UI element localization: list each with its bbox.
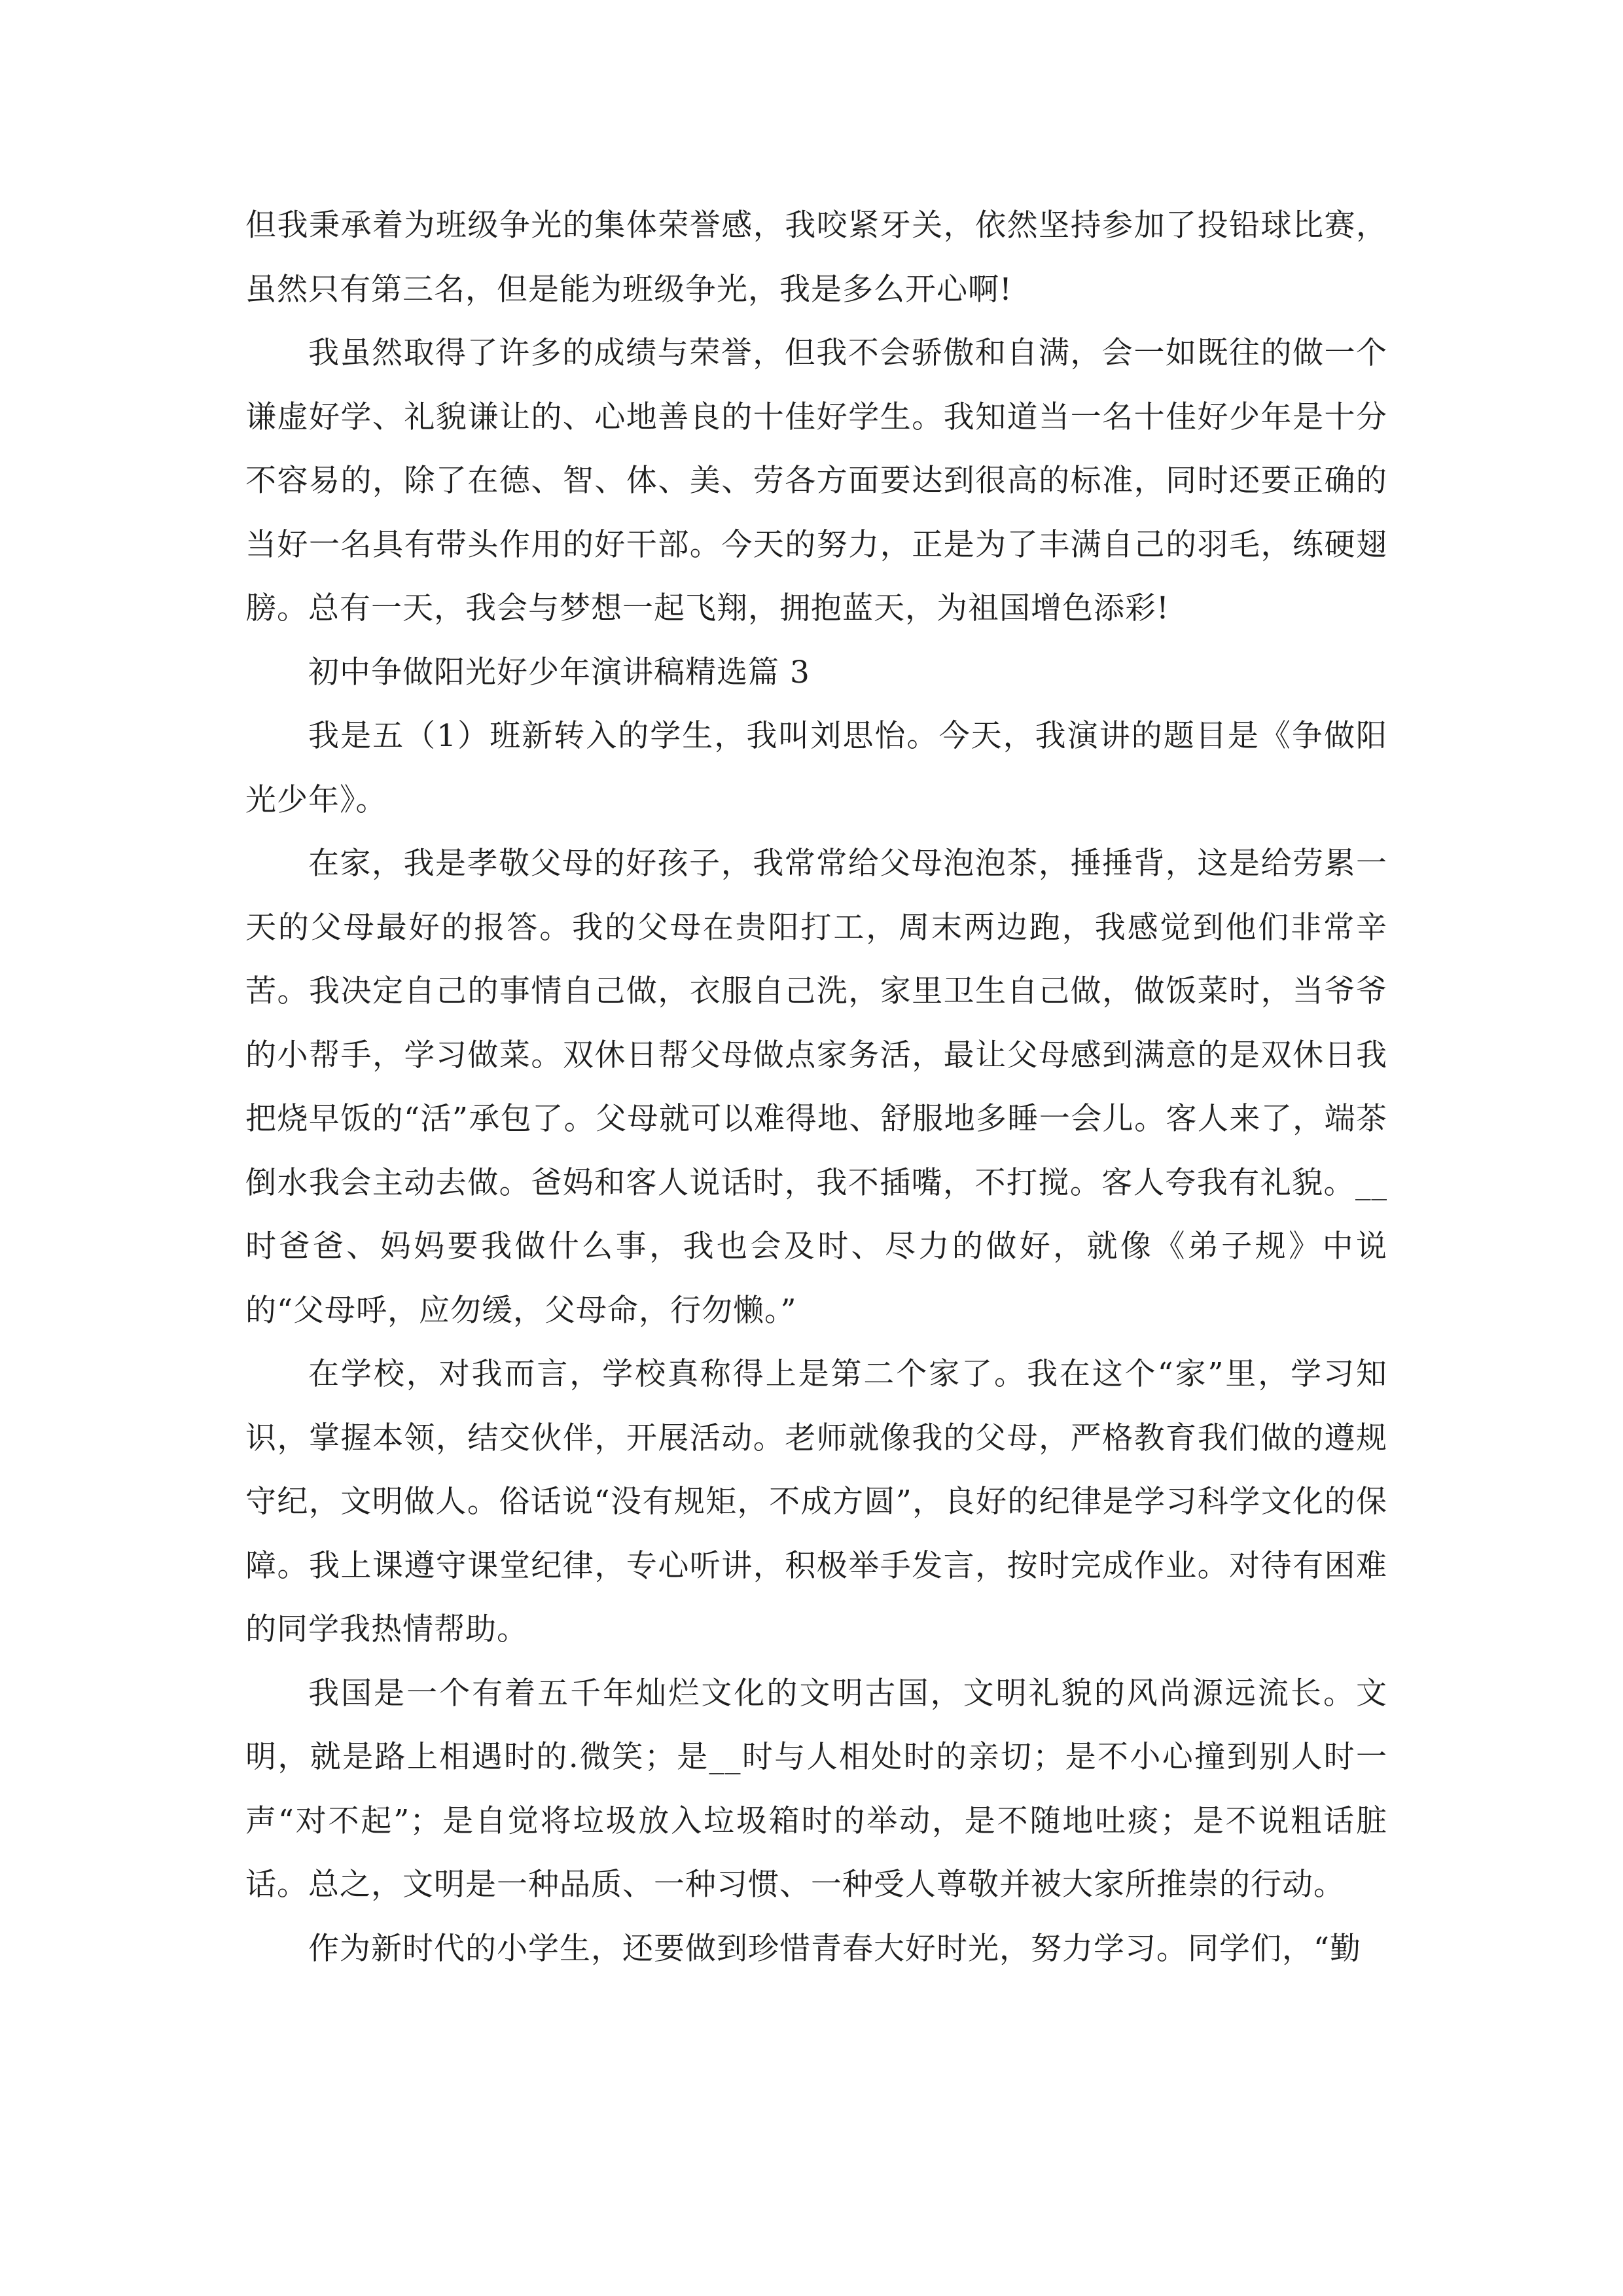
paragraph-continuation: 但我秉承着为班级争光的集体荣誉感，我咬紧牙关，依然坚持参加了投铅球比赛，虽然只有第三名，但是能为班级争光，我是多么开心啊! [245,207,1387,308]
section-heading: 初中争做阳光好少年演讲稿精选篇 3 [308,654,810,691]
paragraph-civility: 我国是一个有着五千年灿烂文化的文明古国，文明礼貌的风尚源远流长。文明，就是路上相遇时的.微笑；是__时与人相处时的亲切；是不小心撞到别人时一声“对不起”；是自觉将垃圾放入垃圾箱时的举动，是不随地吐痰；是不说粗话脏话。总之，文明是一种品质、一种习惯、一种受人尊敬并被大家所推崇的行动。 [245,1675,1387,1903]
document-body [245,194,1387,1981]
paragraph-at-home: 在家，我是孝敬父母的好孩子，我常常给父母泡泡茶，捶捶背，这是给劳累一天的父母最好的报答。我的父母在贵阳打工，周末两边跑，我感觉到他们非常辛苦。我决定自己的事情自己做，衣服自己洗，家里卫生自己做，做饭菜时，当爷爷的小帮手，学习做菜。双休日帮父母做点家务活，最让父母感到满意的是双休日我把烧早饭的“活”承包了。父母就可以难得地、舒服地多睡一会儿。客人来了，端茶倒水我会主动去做。爸妈和客人说话时，我不插嘴，不打搅。客人夸我有礼貌。__时爸爸、妈妈要我做什么事，我也会及时、尽力的做好，就像《弟子规》中说的“父母呼，应勿缓，父母命，行勿懒。” [245,846,1387,1329]
paragraph-introduction: 我是五（1）班新转入的学生，我叫刘思怡。今天，我演讲的题目是《争做阳光少年》。 [245,718,1387,818]
paragraph-achievements: 我虽然取得了许多的成绩与荣誉，但我不会骄傲和自满，会一如既往的做一个谦虚好学、礼貌谦让的、心地善良的十佳好学生。我知道当一名十佳好少年是十分不容易的，除了在德、智、体、美、劳各方面要达到很高的标准，同时还要正确的当好一名具有带头作用的好干部。今天的努力，正是为了丰满自己的羽毛，练硬翅膀。总有一天，我会与梦想一起飞翔，拥抱蓝天，为祖国增色添彩! [245,335,1387,626]
paragraph-at-school: 在学校，对我而言，学校真称得上是第二个家了。我在这个“家”里，学习知识，掌握本领，结交伙伴，开展活动。老师就像我的父母，严格教育我们做的遵规守纪，文明做人。俗话说“没有规矩，不成方圆”，良好的纪律是学习科学文化的保障。我上课遵守课堂纪律，专心听讲，积极举手发言，按时完成作业。对待有困难的同学我热情帮助。 [245,1356,1387,1647]
paragraph-new-era-student: 作为新时代的小学生，还要做到珍惜青春大好时光，努力学习。同学们，“勤 [308,1930,1362,1967]
